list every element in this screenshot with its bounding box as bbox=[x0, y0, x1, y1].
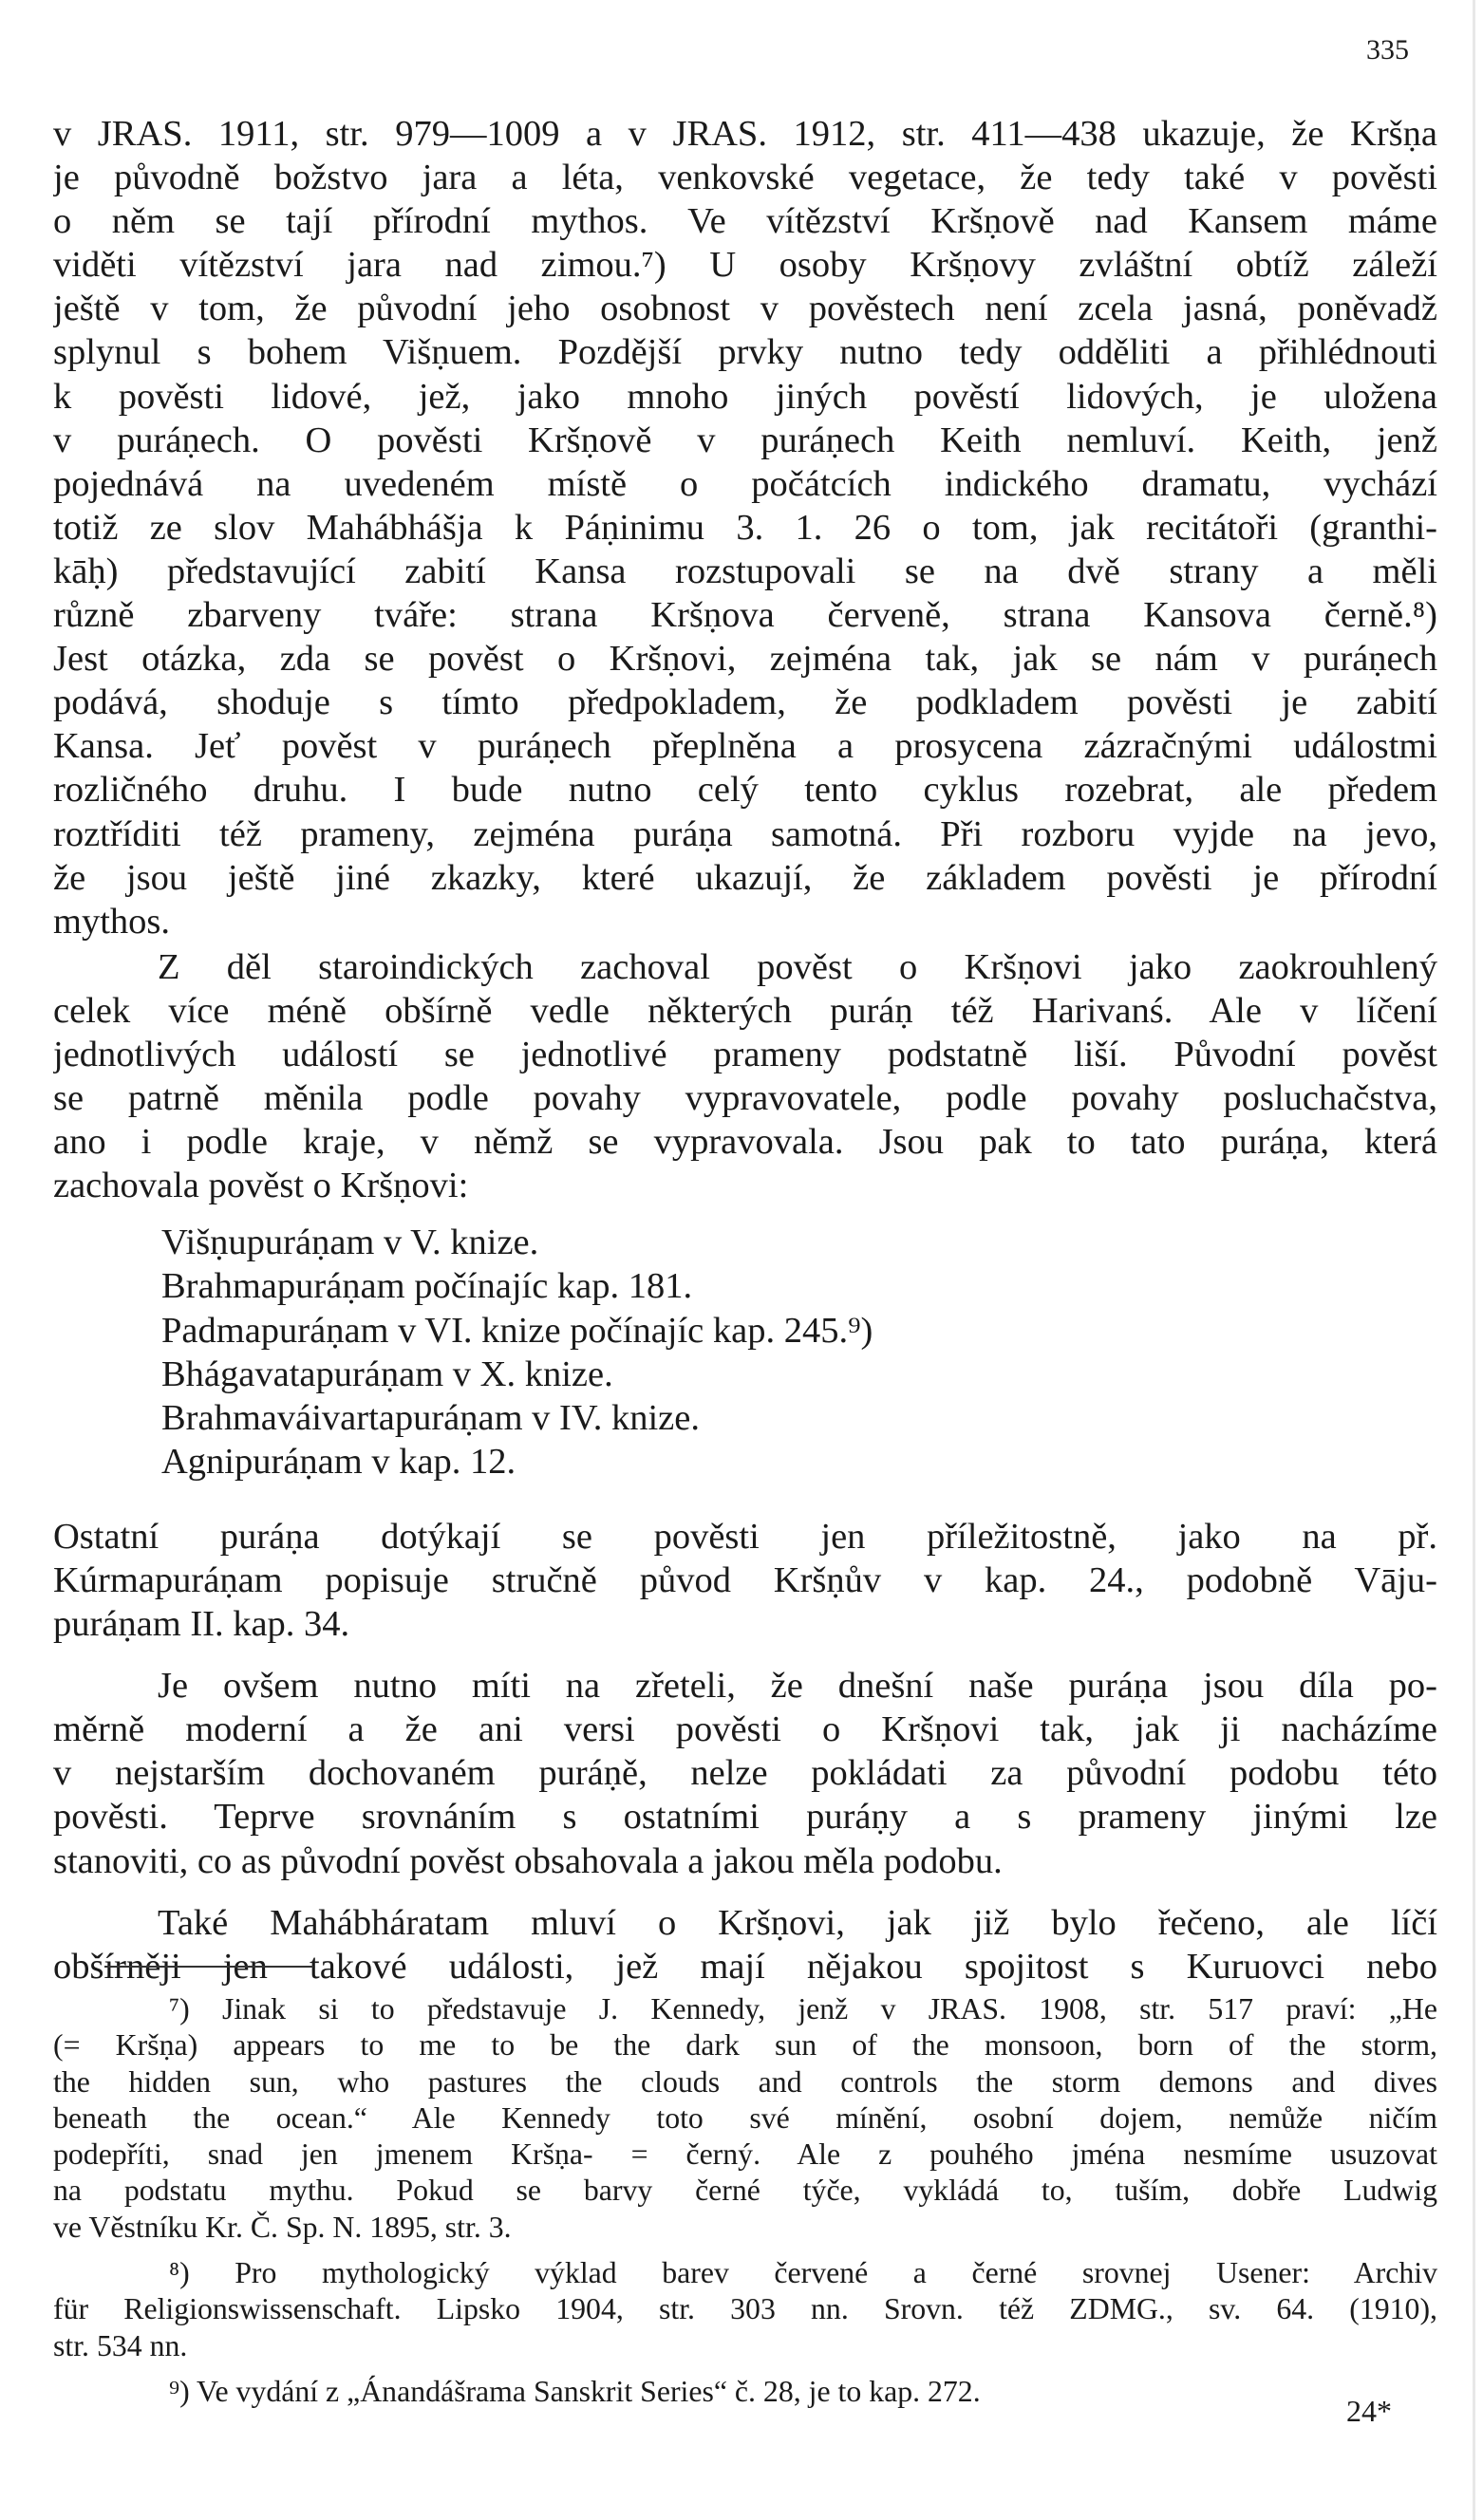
text-line: puráṇam II. kap. 34. bbox=[53, 1604, 350, 1645]
footnote-line: ⁷) Jinak si to představuje J. Kennedy, jenž v JRAS. 1908, str. 517 praví: „He bbox=[169, 1992, 1437, 2025]
text-line: ano i podle kraje, v němž se vypravovala. Jsou pak to tato puráṇa, která bbox=[53, 1122, 1437, 1163]
footnote-8 bbox=[53, 2255, 1437, 2364]
page-number: 335 bbox=[1366, 34, 1409, 65]
text-line: Také Mahábháratam mluví o Kršṇovi, jak již bylo řečeno, ale líčí bbox=[158, 1902, 1437, 1943]
footnote-line: (= Kršṇa) appears to me to be the dark sun of the monsoon, born of the storm, bbox=[53, 2028, 1437, 2063]
paragraph-5 bbox=[53, 1901, 1437, 1988]
spacer bbox=[53, 1497, 1437, 1515]
list-item: Padmapuráṇam v VI. knize počínajíc kap. 245.⁹) bbox=[161, 1310, 873, 1351]
list-item: Bhágavatapuráṇam v X. knize. bbox=[161, 1353, 613, 1394]
list-item: Brahmapuráṇam počínajíc kap. 181. bbox=[161, 1266, 693, 1307]
footnote-9 bbox=[53, 2374, 1437, 2410]
paragraph-3 bbox=[53, 1515, 1437, 1646]
footnote-line: the hidden sun, who pastures the clouds and controls the storm demons and dives bbox=[53, 2064, 1437, 2099]
text-line: pojednává na uvedeném místě o počátcích indického dramatu, vychází bbox=[53, 463, 1437, 504]
footnote-divider bbox=[104, 1966, 313, 1968]
text-line: stanoviti, co as původní pověst obsahovala a jakou měla podobu. bbox=[53, 1840, 1003, 1881]
footnote-line: ⁸) Pro mythologický výklad barev červené a černé srovnej Usener: Archiv bbox=[169, 2256, 1437, 2290]
footnote-line: na podstatu mythu. Pokud se barvy černé týče, vykládá to, tuším, dobře Ludwig bbox=[53, 2174, 1437, 2208]
paragraph-4 bbox=[53, 1664, 1437, 1882]
paragraph-2 bbox=[53, 945, 1437, 1208]
footnote-line: str. 534 nn. bbox=[53, 2328, 188, 2362]
paragraph-1 bbox=[53, 112, 1437, 943]
text-line: o něm se tají přírodní mythos. Ve vítězství Kršṇově nad Kansem máme bbox=[53, 201, 1437, 242]
footnotes bbox=[53, 1991, 1437, 2410]
text-line: Z děl staroindických zachoval pověst o Kršṇovi jako zaokrouhlený bbox=[158, 946, 1437, 987]
text-line: je původně božstvo jara a léta, venkovské vegetace, že tedy také v pověsti bbox=[53, 158, 1437, 198]
text-line: totiž ze slov Mahábhášja k Páṇinimu 3. 1. 26 o tom, jak recitátoři (granthi- bbox=[53, 507, 1437, 548]
text-line: podává, shoduje s tímto předpokladem, že podkladem pověsti je zabití bbox=[53, 682, 1437, 723]
text-line: že jsou ještě jiné zkazky, které ukazují, že základem pověsti je přírodní bbox=[53, 857, 1437, 898]
text-line: kāḥ) představující zabití Kansa rozstupovali se na dvě strany a měli bbox=[53, 551, 1437, 591]
text-line: obšírněji jen takové události, jež mají nějakou spojitost s Kuruovci nebo bbox=[53, 1946, 1437, 1987]
footnote-line: podepříti, snad jen jmenem Kršṇa- = černý. Ale z pouhého jména nesmíme usuzovat bbox=[53, 2137, 1437, 2172]
text-line: měrně moderní a že ani versi pověsti o Kršṇovi tak, jak ji nacházíme bbox=[53, 1709, 1437, 1750]
scan-edge bbox=[1473, 0, 1475, 2520]
text-line: se patrně měnila podle povahy vypravovatele, podle povahy posluchačstva, bbox=[53, 1078, 1437, 1119]
footnote-line: ve Věstníku Kr. Č. Sp. N. 1895, str. 3. bbox=[53, 2210, 512, 2244]
text-line: různě zbarveny tváře: strana Kršṇova červeně, strana Kansova černě.⁸) bbox=[53, 595, 1437, 636]
text-line: v JRAS. 1911, str. 979—1009 a v JRAS. 1912, str. 411—438 ukazuje, že Kršṇa bbox=[53, 114, 1437, 154]
list-item: Višṇupuráṇam v V. knize. bbox=[161, 1223, 539, 1263]
text-line: zachovala pověst o Kršṇovi: bbox=[53, 1166, 469, 1206]
footnote-line: ⁹) Ve vydání z „Ánandášrama Sanskrit Series“ č. 28, je to kap. 272. bbox=[169, 2374, 981, 2408]
text-line: v nejstarším dochovaném puráṇě, nelze pokládati za původní podobu této bbox=[53, 1753, 1437, 1794]
list-item: Brahmaváivartapuráṇam v IV. knize. bbox=[161, 1397, 700, 1438]
text-line: Je ovšem nutno míti na zřeteli, že dnešní naše puráṇa jsou díla po- bbox=[158, 1666, 1437, 1707]
text-line: Kansa. Jeť pověst v puráṇech přeplněna a prosycena zázračnými událostmi bbox=[53, 726, 1437, 767]
text-line: v puráṇech. O pověsti Kršṇově v puráṇech Keith nemluví. Keith, jenž bbox=[53, 420, 1437, 460]
text-line: Jest otázka, zda se pověst o Kršṇovi, zejména tak, jak se nám v puráṇech bbox=[53, 639, 1437, 680]
spacer bbox=[53, 2246, 1437, 2255]
text-line: Kúrmapuráṇam popisuje stručně původ Kršṇův v kap. 24., podobně Vāju- bbox=[53, 1560, 1437, 1600]
text-line: Ostatní puráṇa dotýkají se pověsti jen příležitostně, jako na př. bbox=[53, 1516, 1437, 1557]
footnote-line: beneath the ocean.“ Ale Kennedy toto své mínění, osobní dojem, nemůže ničím bbox=[53, 2100, 1437, 2135]
signature-mark: 24* bbox=[1346, 2394, 1392, 2428]
spacer bbox=[53, 1883, 1437, 1901]
text-line: jednotlivých událostí se jednotlivé prameny podstatně liší. Původní pověst bbox=[53, 1034, 1437, 1074]
text-line: rozličného druhu. I bude nutno celý tento cyklus rozebrat, ale předem bbox=[53, 770, 1437, 811]
main-text bbox=[53, 112, 1437, 1988]
text-line: pověsti. Teprve srovnáním s ostatními puráṇy a s prameny jinými lze bbox=[53, 1797, 1437, 1838]
text-line: mythos. bbox=[53, 901, 171, 942]
footnote-line: für Religionswissenschaft. Lipsko 1904, str. 303 nn. Srovn. též ZDMG., sv. 64. (1910), bbox=[53, 2292, 1437, 2326]
text-line: ještě v tom, že původní jeho osobnost v pověstech není zcela jasná, poněvadž bbox=[53, 289, 1437, 329]
list-item: Agnipuráṇam v kap. 12. bbox=[161, 1441, 516, 1482]
text-line: roztříditi též prameny, zejména puráṇa samotná. Při rozboru vyjde na jevo, bbox=[53, 813, 1437, 854]
spacer bbox=[53, 2364, 1437, 2374]
spacer bbox=[53, 1646, 1437, 1664]
text-line: viděti vítězství jara nad zimou.⁷) U osoby Kršṇovy zvláštní obtíž záleží bbox=[53, 245, 1437, 286]
text-line: celek více méně obšírně vedle některých puráṇ též Harivanś. Ale v líčení bbox=[53, 990, 1437, 1031]
purana-list bbox=[161, 1221, 1437, 1484]
footnote-7 bbox=[53, 1991, 1437, 2246]
text-line: k pověsti lidové, jež, jako mnoho jiných pověstí lidových, je uložena bbox=[53, 376, 1437, 417]
text-line: splynul s bohem Višṇuem. Pozdější prvky nutno tedy odděliti a přihlédnouti bbox=[53, 332, 1437, 373]
